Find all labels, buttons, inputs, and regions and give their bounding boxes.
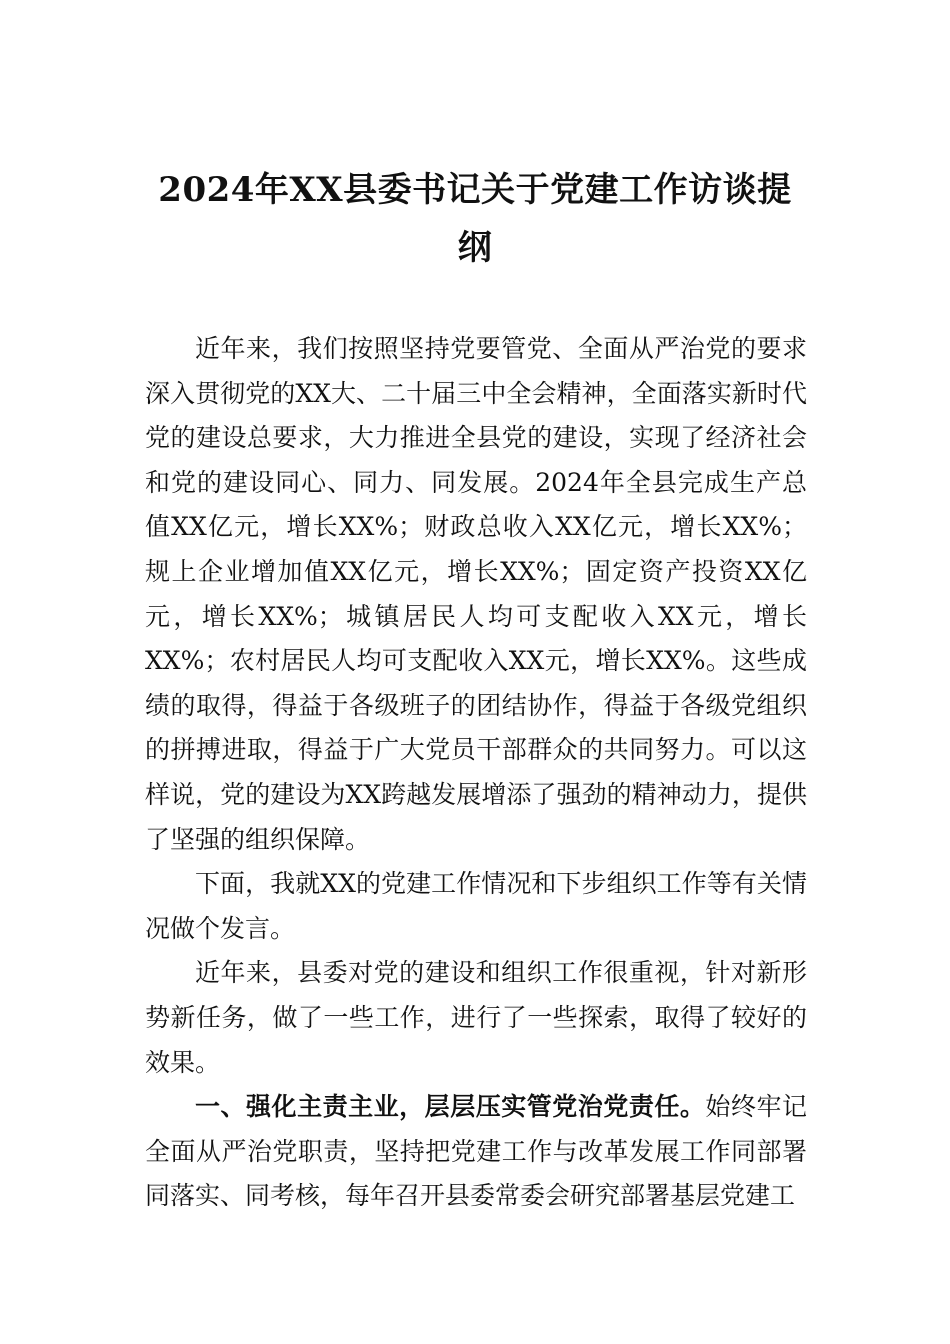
paragraph-intro: 近年来，我们按照坚持党要管党、全面从严治党的要求深入贯彻党的XX大、二十届三中全会精神，全面落实新时代党的建设总要求，大力推进全县党的建设，实现了经济社会和党的建设同心、同力、同发展。2024年全县完成生产总值XX亿元，增长XX%；财政总收入XX亿元，增长XX%；规上企业增加值XX亿元，增长XX%；固定资产投资XX亿元，增长XX%；城镇居民人均可支配收入XX元，增长XX%；农村居民人均可支配收入XX元，增长XX%。这些成绩的取得，得益于各级班子的团结协作，得益于各级党组织的拼搏进取，得益于广大党员干部群众的共同努力。可以这样说，党的建设为XX跨越发展增添了强劲的精神动力，提供了坚强的组织保障。 — [145, 334, 807, 854]
section-one-text: 始终牢记全面从严治党职责，坚持把党建工作与改革发展工作同部署同落实、同考核，每年召开县委常委会研究部署基层党建工 — [145, 1092, 807, 1211]
paragraph-statement: 下面，我就XX的党建工作情况和下步组织工作等有关情况做个发言。 — [145, 869, 807, 943]
document-title: 2024年XX县委书记关于党建工作访谈提纲 — [158, 170, 792, 268]
document-body — [145, 327, 807, 1219]
paragraph-work-overview: 近年来，县委对党的建设和组织工作很重视，针对新形势新任务，做了一些工作，进行了一些探索，取得了较好的效果。 — [145, 958, 807, 1077]
paragraph-section-one — [145, 1085, 807, 1219]
section-one-heading: 一、强化主责主业，层层压实管党治党责任。 — [195, 1092, 706, 1122]
